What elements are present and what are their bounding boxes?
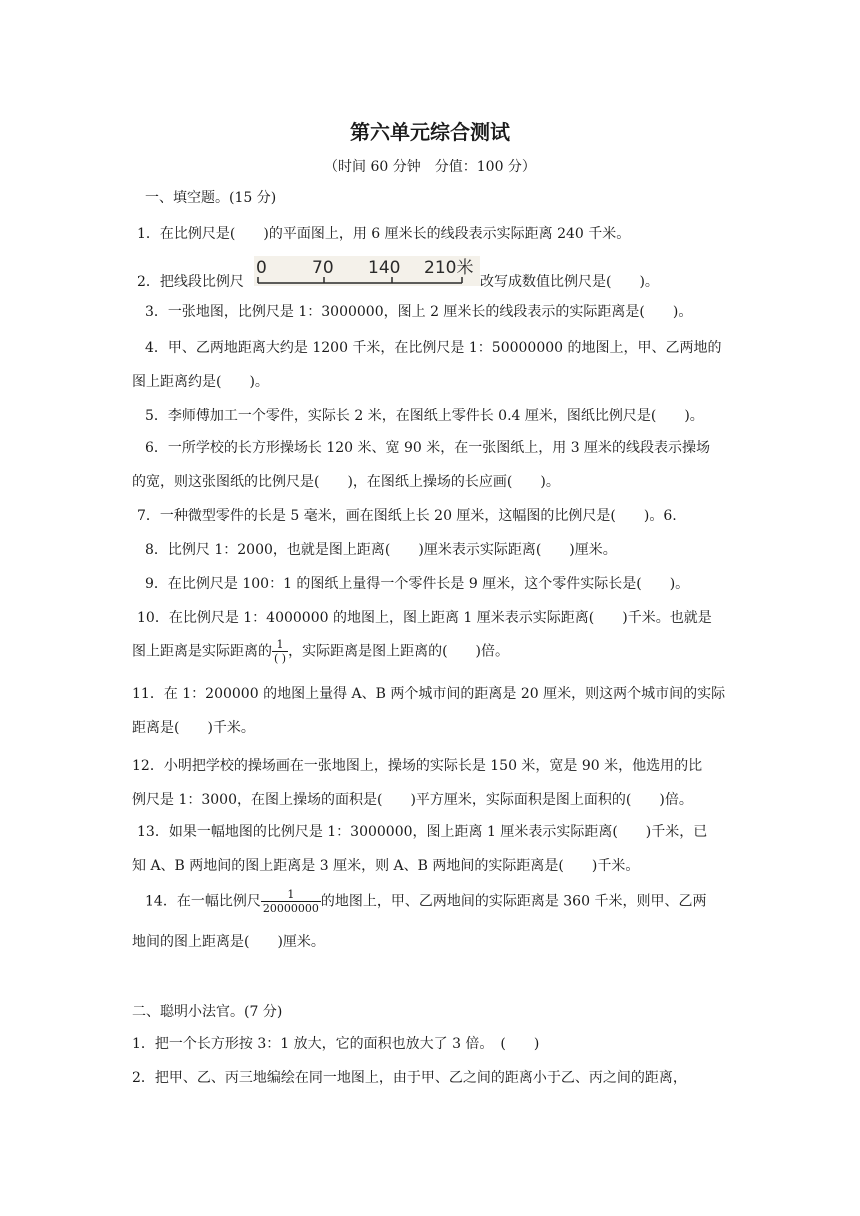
question-12-line1: 12．小明把学校的操场画在一张地图上，操场的实际长是 150 米，宽是 90 米，他选用的比: [132, 758, 703, 774]
question-10-prefix: 图上距离是实际距离的: [132, 643, 272, 660]
question-14-line2: 地间的图上距离是( )厘米。: [132, 934, 325, 950]
question-6-line2: 的宽，则这张图纸的比例尺是( )，在图纸上操场的长应画( )。: [132, 474, 560, 490]
question-11-line1: 11．在 1：200000 的地图上量得 A、B 两个城市间的距离是 20 厘米，则这两个城市间的实际: [132, 686, 726, 702]
question-12-line2: 例尺是 1：3000，在图上操场的面积是( )平方厘米，实际面积是图上面积的( )倍。: [132, 792, 693, 808]
scale-label-70: 70: [312, 258, 334, 278]
question-2: [137, 272, 244, 292]
question-9: 9．在比例尺是 100：1 的图纸上量得一个零件长是 9 厘米，这个零件实际长是( )。: [145, 576, 690, 592]
scale-label-0: 0: [256, 258, 267, 278]
judge-question-1: 1．把一个长方形按 3：1 放大，它的面积也放大了 3 倍。 ( ): [132, 1036, 540, 1052]
question-8: 8．比例尺 1：2000，也就是图上距离( )厘米表示实际距离( )厘米。: [145, 542, 617, 558]
question-11-line2: 距离是( )千米。: [132, 720, 255, 736]
question-2-prefix: 2．把线段比例尺: [137, 274, 244, 290]
question-10-line1: 10．在比例尺是 1：4000000 的地图上，图上距离 1 厘米表示实际距离( )千米。也就是: [137, 610, 712, 626]
fraction-denominator: ( ): [274, 652, 287, 665]
question-14-suffix: 的地图上，甲、乙两地间的实际距离是 360 千米，则甲、乙两: [320, 893, 707, 910]
question-5: 5．李师傅加工一个零件，实际长 2 米，在图纸上零件长 0.4 厘米，图纸比例尺是( )。: [145, 408, 704, 424]
question-14-prefix: 14．在一幅比例尺: [145, 893, 261, 910]
page-subtitle: （时间 60 分钟 分值：100 分）: [324, 159, 536, 175]
question-4-line1: 4．甲、乙两地距离大约是 1200 千米，在比例尺是 1：50000000 的地图上，甲、乙两地的: [145, 340, 722, 356]
section1-heading: 一、填空题。(15 分): [145, 190, 277, 206]
section2-heading: 二、聪明小法官。(7 分): [132, 1004, 283, 1020]
question-13-line1: 13．如果一幅地图的比例尺是 1：3000000，图上距离 1 厘米表示实际距离( )千米，已: [137, 824, 708, 840]
question-4-line2: 图上距离约是( )。: [132, 374, 269, 390]
fraction-denominator: 20000000: [262, 902, 319, 915]
question-7: 7．一种微型零件的长是 5 毫米，画在图纸上长 20 厘米，这幅图的比例尺是( )。6.: [137, 508, 677, 524]
question-3: 3．一张地图，比例尺是 1：3000000，图上 2 厘米长的线段表示的实际距离是( )。: [145, 304, 693, 320]
fraction-numerator: 1: [261, 888, 321, 902]
fraction: [261, 888, 321, 915]
question-10-line2: [132, 638, 509, 665]
page-title: 第六单元综合测试: [350, 120, 510, 144]
question-14-line1: [145, 888, 706, 915]
fraction-numerator: 1: [272, 638, 288, 652]
question-13-line2: 知 A、B 两地间的图上距离是 3 厘米，则 A、B 两地间的实际距离是( )千米。: [132, 858, 640, 874]
scale-label-140: 140: [368, 258, 401, 278]
question-1: 1．在比例尺是( )的平面图上，用 6 厘米长的线段表示实际距离 240 千米。: [137, 226, 631, 242]
question-2-suffix: 改写成数值比例尺是( )。: [480, 274, 659, 290]
question-6-line1: 6．一所学校的长方形操场长 120 米、宽 90 米，在一张图纸上，用 3 厘米的线段表示操场: [145, 440, 711, 456]
scale-label-210: 210米: [424, 258, 474, 278]
judge-question-2: 2．把甲、乙、丙三地编绘在同一地图上，由于甲、乙之间的距离小于乙、丙之间的距离，: [132, 1070, 687, 1086]
fraction: [272, 638, 288, 665]
line-scale-figure: [254, 256, 480, 286]
question-10-suffix: ，实际距离是图上距离的( )倍。: [288, 643, 510, 660]
